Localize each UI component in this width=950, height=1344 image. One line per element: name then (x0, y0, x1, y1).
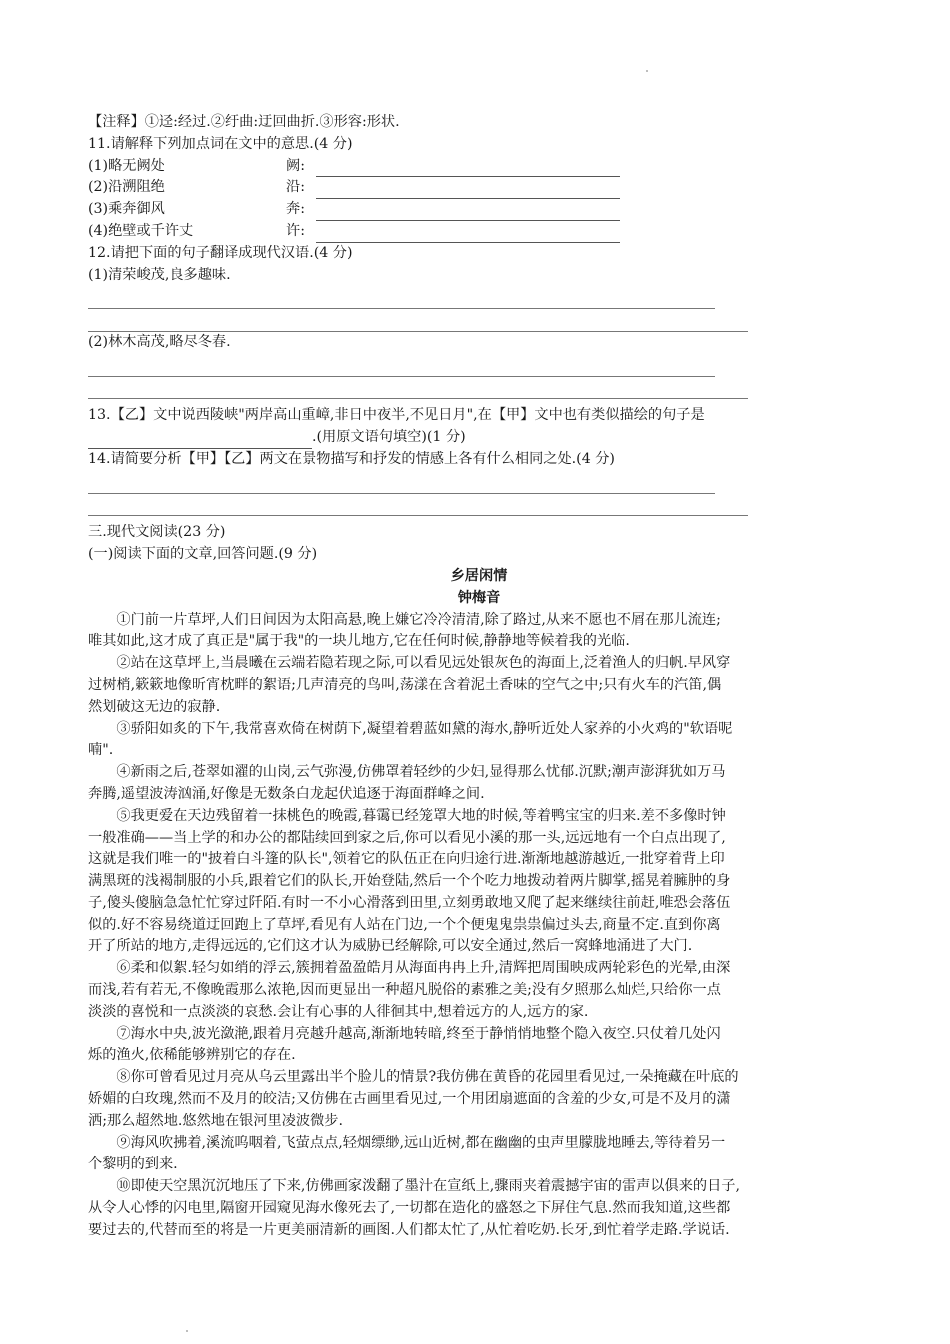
article-paragraph-line: 奔腾,遥望波涛汹涌,好像是无数条白龙起伏追逐于海面群峰之间. (88, 785, 485, 802)
article-paragraph-line: 这就是我们唯一的"披着白斗篷的队长",领着它的队伍正在向归途行进.渐渐地越游越近,一批穿着背上印 (88, 851, 725, 868)
article-paragraph-line: 满黑斑的浅褐制服的小兵,跟着它们的队长,开始登陆,然后一个个吃力地拨动着两片脚掌,摇晃着臃肿的身 (88, 873, 731, 890)
fill-in-blank[interactable] (88, 434, 312, 449)
article-paragraph-line: 开了所站的地方,走得远远的,它们这才认为威胁已经解除,可以安全通过,然后一窝蜂地涌进了大门. (88, 938, 693, 955)
article-paragraph-line: ①门前一片草坪,人们日间因为太阳高悬,晚上嫌它冷冷清清,除了路过,从来不愿也不屑在那儿流连; (116, 611, 721, 628)
article-paragraph-line: ⑨海风吹拂着,溪流呜咽着,飞萤点点,轻烟缥缈,远山近树,都在幽幽的虫声里朦胧地睡去,等待着另一 (116, 1134, 726, 1151)
question-14-stem: 14.请简要分析【甲】【乙】两文在景物描写和抒发的情感上各有什么相同之处.(4 分) (88, 450, 615, 467)
annotation-note: 【注释】①迳:经过.②纡曲:迂回曲折.③形容:形状. (88, 114, 400, 130)
answer-blank[interactable] (316, 183, 620, 199)
section-3-heading: 三.现代文阅读(23 分) (88, 524, 226, 541)
question-11-item (88, 221, 870, 243)
article-paragraph-line: 而浅,若有若无,不像晚霞那么浓艳,因而更显出一种超凡脱俗的素雅之美;没有夕照那么灿烂,只给你一点 (88, 982, 721, 999)
answer-line[interactable] (88, 286, 715, 309)
article-paragraph-line: 一般准确——当上学的和办公的都陆续回到家之后,你可以看见小溪的那一头,远远地有一个白点出现了, (88, 829, 726, 846)
article-paragraph-line: 烁的渔火,依稀能够辨别它的存在. (88, 1047, 296, 1064)
article-body (88, 610, 870, 1242)
scan-dot-top (646, 70, 648, 72)
question-11-phrase: (2)沿溯阻绝 (88, 179, 165, 196)
question-11-key: 沿: (286, 179, 305, 196)
article-paragraph-line: 要过去的,代替而至的将是一片更美丽清新的画图.人们都太忙了,从忙着吃奶.长牙,到忙着学走路.学说话. (88, 1221, 730, 1238)
article-paragraph-line: ②站在这草坪上,当晨曦在云端若隐若现之际,可以看见远处银灰色的海面上,泛着渔人的归帆.早风穿 (116, 655, 731, 672)
scan-dot-bottom (186, 1330, 188, 1332)
question-12-sentence-2: (2)林木高茂,略尽冬春. (88, 333, 231, 350)
article-paragraph-line: ③骄阳如炙的下午,我常喜欢倚在树荫下,凝望着碧蓝如黛的海水,静听近处人家养的小火鸡的"软语呢 (116, 720, 733, 737)
question-11-phrase: (1)略无阙处 (88, 157, 165, 174)
article-paragraph-line: 淡淡的喜悦和一点淡淡的哀愁.会让有心事的人徘徊其中,想着远方的人,远方的家. (88, 1003, 589, 1020)
article-paragraph-line: ⑩即使天空黑沉沉地压了下来,仿佛画家泼翻了墨汁在宣纸上,骤雨夹着震撼宇宙的雷声以俱来的日子, (116, 1178, 740, 1195)
question-11-stem: 11.请解释下列加点词在文中的意思.(4 分) (88, 135, 353, 152)
question-11-phrase: (3)乘奔御风 (88, 201, 165, 218)
question-13-tail: .(用原文语句填空)(1 分) (312, 429, 466, 446)
article-paragraph-line: ⑧你可曾看见过月亮从乌云里露出半个脸儿的情景?我仿佛在黄昏的花园里看见过,一朵掩藏在叶底的 (116, 1069, 739, 1086)
answer-line[interactable] (88, 354, 715, 377)
article-title: 乡居闲情 (450, 567, 508, 584)
question-11-key: 许: (286, 222, 305, 239)
answer-line[interactable] (88, 494, 748, 517)
article-paragraph-line: 洒;那么超然地.悠然地在银河里凌波微步. (88, 1112, 343, 1129)
article-paragraph-line: ⑥柔和似絮.轻匀如绡的浮云,簇拥着盈盈皓月从海面冉冉上升,清辉把周围映成两轮彩色的光晕,由深 (116, 960, 731, 977)
article-paragraph-line: 喃". (88, 742, 114, 759)
article-paragraph-line: ⑤我更爱在天边残留着一抹桃色的晚霞,暮霭已经笼罩大地的时候,等着鸭宝宝的归来.差不多像时钟 (116, 807, 726, 824)
article-paragraph-line: ④新雨之后,苍翠如濯的山岗,云气弥漫,仿佛罩着轻纱的少妇,显得那么忧郁.沉默;潮声澎湃犹如万马 (116, 764, 726, 781)
question-11-item (88, 177, 870, 199)
question-11-key: 奔: (286, 201, 305, 218)
question-11-key: 阙: (286, 157, 305, 174)
question-11-phrase: (4)绝壁或千许丈 (88, 222, 194, 239)
question-12-sentence-1: (1)清荣峻茂,良多趣味. (88, 266, 231, 283)
article-paragraph-line: 娇媚的白玫瑰,然而不及月的皎洁;又仿佛在古画里看见过,一个用团扇遮面的含羞的少女,可是不及月的潇 (88, 1091, 731, 1108)
answer-line[interactable] (88, 309, 748, 332)
article-paragraph-line: 从令人心悸的闪电里,隔窗开园窥见海水像死去了,一切都在造化的盛怒之下屏住气息.然而我知道,这些都 (88, 1200, 731, 1217)
article-paragraph-line: 唯其如此,这才成了真正是"属于我"的一块儿地方,它在任何时候,静静地等候着我的光临. (88, 633, 630, 650)
question-13-line-2 (88, 427, 870, 449)
article-paragraph-line: 子,傻头傻脑急急忙忙穿过阡陌.有时一不小心滑落到田里,立刻勇敢地又爬了起来继续往前赶,唯恐会落伍 (88, 894, 731, 911)
question-13-line-1: 13.【乙】文中说西陵峡"两岸高山重嶂,非日中夜半,不见日月",在【甲】文中也有类似描绘的句子是 (88, 407, 705, 424)
article-paragraph-line: 个黎明的到来. (88, 1156, 178, 1173)
document-page (88, 112, 870, 1242)
article-paragraph-line: 然划破这无边的寂静. (88, 698, 221, 715)
section-3-sub: (一)阅读下面的文章,回答问题.(9 分) (88, 546, 318, 563)
article-paragraph-line: ⑦海水中央,波光潋滟,跟着月亮越升越高,渐渐地转暗,终至于静悄悄地整个隐入夜空.只仗着几处闪 (116, 1025, 721, 1042)
question-11-items (88, 156, 870, 243)
answer-line[interactable] (88, 377, 748, 400)
article-author: 钟梅音 (457, 589, 501, 606)
article-paragraph-line: 过树梢,簌簌地像昕宵枕畔的絮语;几声清亮的鸟叫,荡漾在含着泥土香味的空气之中;只有火车的汽笛,偶 (88, 676, 722, 693)
question-11-item (88, 156, 870, 178)
article-paragraph-line: 似的.好不容易绕道迂回跑上了草坪,看见有人站在门边,一个个便鬼鬼祟祟偏过头去,商量不定.直到你离 (88, 916, 721, 933)
question-11-item (88, 199, 870, 221)
answer-blank[interactable] (316, 161, 620, 177)
question-12-stem: 12.请把下面的句子翻译成现代汉语.(4 分) (88, 244, 353, 261)
answer-line[interactable] (88, 471, 715, 494)
answer-blank[interactable] (316, 205, 620, 221)
answer-blank[interactable] (316, 227, 620, 243)
